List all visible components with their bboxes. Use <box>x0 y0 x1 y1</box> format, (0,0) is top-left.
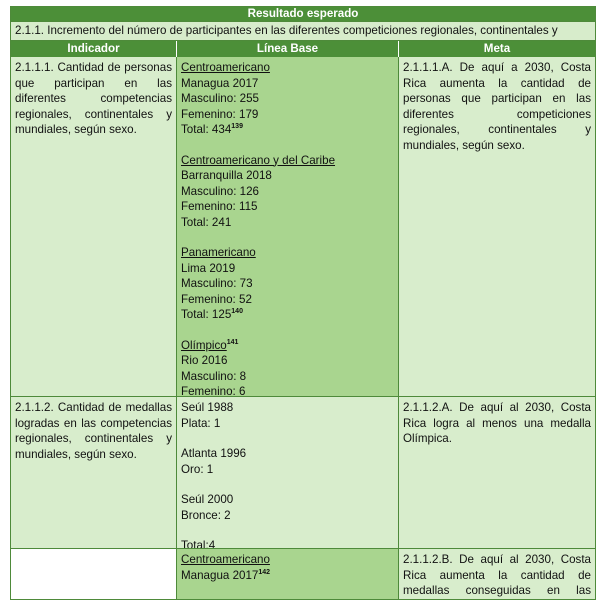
group2-masculino: Masculino: 126 <box>181 184 259 198</box>
group3-title: Panamericano <box>181 246 256 259</box>
group1-masculino: Masculino: 255 <box>181 92 259 105</box>
footnote-141: 141 <box>226 338 239 346</box>
medal-line-1: Seúl 1988 <box>181 401 234 414</box>
group1-total: Total: 434 <box>181 123 232 136</box>
group2-event: Barranquilla 2018 <box>181 169 272 182</box>
row3-event: Managua 2017 <box>181 568 259 582</box>
group3-event: Lima 2019 <box>181 261 236 275</box>
group1-event: Managua 2017 <box>181 76 259 90</box>
group2-femenino: Femenino: 115 <box>181 200 258 213</box>
footnote-139: 139 <box>231 123 243 131</box>
row3-linea-base <box>177 549 399 600</box>
header-meta: Meta <box>399 41 595 57</box>
table-title: Resultado esperado <box>11 7 595 21</box>
group3-total-line <box>181 307 394 323</box>
group3-masculino: Masculino: 73 <box>181 277 253 290</box>
group4-masculino: Masculino: 8 <box>181 369 247 383</box>
header-linea-base: Línea Base <box>177 41 399 57</box>
medal-line-4: Oro: 1 <box>181 462 214 476</box>
medal-line-2: Plata: 1 <box>181 416 221 430</box>
footnote-140: 140 <box>231 308 243 316</box>
group4-title: Olímpico <box>181 338 227 352</box>
row3-event-line <box>181 568 394 584</box>
group3-femenino: Femenino: 52 <box>181 292 252 306</box>
medal-line-6: Bronce: 2 <box>181 508 231 522</box>
row2-linea-base <box>177 397 399 549</box>
row3-title: Centroamericano <box>181 553 270 566</box>
objective-row: 2.1.1. Incremento del número de participantes en las diferentes competiciones regionales, continentales y <box>11 21 595 41</box>
row1-meta: 2.1.1.1.A. De aquí a 2030, Costa Rica aumenta la cantidad de personas que participan en las diferentes competiciones regionales, continentales y mundiales, según sexo. <box>399 57 595 397</box>
row3-meta: 2.1.1.2.B. De aquí al 2030, Costa Rica aumenta la cantidad de medallas conseguidas en las <box>399 549 595 600</box>
results-table <box>10 6 596 600</box>
row1-indicador: 2.1.1.1. Cantidad de personas que participan en las diferentes competencias regionales, continentales y mundiales, según sexo. <box>11 57 177 397</box>
row1-linea-base <box>177 57 399 397</box>
row3-indicador <box>11 549 177 600</box>
group1-total-line <box>181 122 394 138</box>
medal-line-5: Seúl 2000 <box>181 493 234 506</box>
row2-meta: 2.1.1.2.A. De aquí al 2030, Costa Rica logra al menos una medalla Olímpica. <box>399 397 595 549</box>
footnote-142: 142 <box>258 568 271 576</box>
group1-femenino: Femenino: 179 <box>181 107 259 121</box>
header-indicador: Indicador <box>11 41 177 57</box>
group4-title-line <box>181 338 394 354</box>
group2-title: Centroamericano y del Caribe <box>181 153 336 167</box>
group4-femenino: Femenino: 6 <box>181 385 246 397</box>
row2-indicador: 2.1.1.2. Cantidad de medallas logradas en las competencias regionales, continentales y mundiales, según sexo. <box>11 397 177 549</box>
group4-event: Rio 2016 <box>181 354 228 367</box>
group1-title: Centroamericano <box>181 61 270 74</box>
medal-line-3: Atlanta 1996 <box>181 447 247 460</box>
group3-total: Total: 125 <box>181 308 232 321</box>
medal-line-7: Total:4 <box>181 539 216 549</box>
group2-total: Total: 241 <box>181 215 232 229</box>
